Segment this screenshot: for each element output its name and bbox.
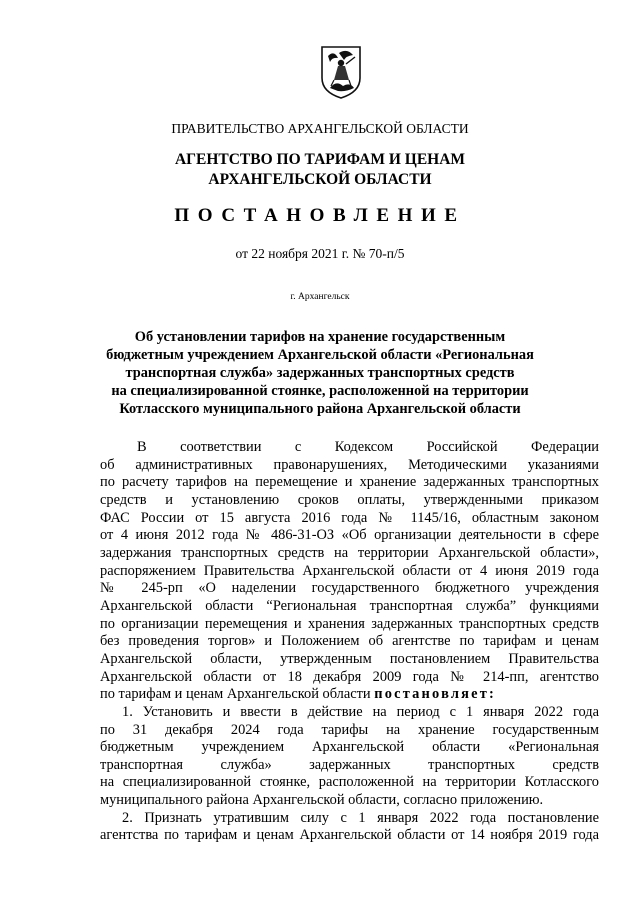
body-line: В соответствии с Кодексом Российской Федерации: [137, 439, 599, 455]
document-type-title: ПОСТАНОВЛЕНИЕ: [174, 205, 466, 226]
body-line: 2. Признать утратившим силу с 1 января 2022 года постановление: [122, 809, 599, 826]
body-line: бюджетным учреждением Архангельской области «Региональная: [100, 739, 599, 756]
body-line: по 31 декабря 2024 года тарифы на хранение государственным: [100, 721, 599, 738]
body-line: Архангельской области от 18 декабря 2009 года № 214-пп, агентство: [100, 668, 599, 685]
agency-name-line: АРХАНГЕЛЬСКОЙ ОБЛАСТИ: [208, 171, 432, 188]
body-line: 1. Установить и ввести в действие на период с 1 января 2022 года: [122, 703, 599, 720]
body-line: ФАС России от 15 августа 2016 года № 1145/16, областным законом: [100, 509, 599, 526]
subject-line: Об установлении тарифов на хранение государственным: [134, 329, 506, 345]
body-line: муниципального района Архангельской области, согласно приложению.: [100, 792, 544, 809]
subject-line: Котласского муниципального района Архангельской области: [119, 401, 521, 417]
arkhangelsk-coat-of-arms-icon: [318, 44, 364, 100]
body-line: средств и установлению сроков оплаты, утвержденными приказом: [100, 491, 599, 508]
body-line: транспортная служба» задержанных транспортных средств: [100, 756, 599, 773]
body-line: Архангельской области, утвержденным постановлением Правительства: [100, 650, 599, 667]
body-line: без проведения торгов» и Положением об агентстве по тарифам и ценам: [100, 633, 599, 650]
subject-line: на специализированной стоянке, расположенной на территории: [111, 383, 529, 399]
document-city: г. Архангельск: [290, 292, 350, 302]
resolves-word: постановляет:: [374, 686, 496, 703]
body-line: Архангельской области “Региональная транспортная служба” функциями: [100, 597, 599, 614]
body-line: на специализированной стоянке, расположенной на территории Котласского: [100, 774, 599, 791]
subject-line: бюджетным учреждением Архангельской области «Региональная: [106, 347, 534, 363]
agency-name-line: АГЕНТСТВО ПО ТАРИФАМ И ЦЕНАМ: [174, 151, 466, 168]
document-date-number: от 22 ноября 2021 г. № 70-п/5: [235, 246, 405, 261]
subject-line: транспортная служба» задержанных транспортных средств: [125, 365, 515, 381]
body-line: задержания транспортных средств на территории Архангельской области»,: [100, 544, 599, 561]
body-line-text: по тарифам и ценам Архангельской области: [100, 686, 371, 703]
government-name: ПРАВИТЕЛЬСТВО АРХАНГЕЛЬСКОЙ ОБЛАСТИ: [171, 121, 469, 136]
body-line: № 245-рп «О наделении государственного бюджетного учреждения: [100, 580, 599, 597]
body-line: агентства по тарифам и ценам Архангельской области от 14 ноября 2019 года: [100, 827, 599, 844]
body-line: [100, 686, 599, 704]
agency-name: [0, 150, 640, 190]
body-line: по организации перемещения и хранения задержанных транспортных средств: [100, 615, 599, 632]
body-line: от 4 июня 2012 года № 486-31-ОЗ «Об организации деятельности в сфере: [100, 527, 599, 544]
body-line: по расчету тарифов на перемещение и хранение задержанных транспортных: [100, 474, 599, 491]
document-subject: [0, 328, 640, 418]
document-body: [100, 439, 599, 845]
body-line: об административных правонарушениях, Методическими указаниями: [100, 456, 599, 473]
body-line: распоряжением Правительства Архангельской области от 4 июня 2019 года: [100, 562, 599, 579]
